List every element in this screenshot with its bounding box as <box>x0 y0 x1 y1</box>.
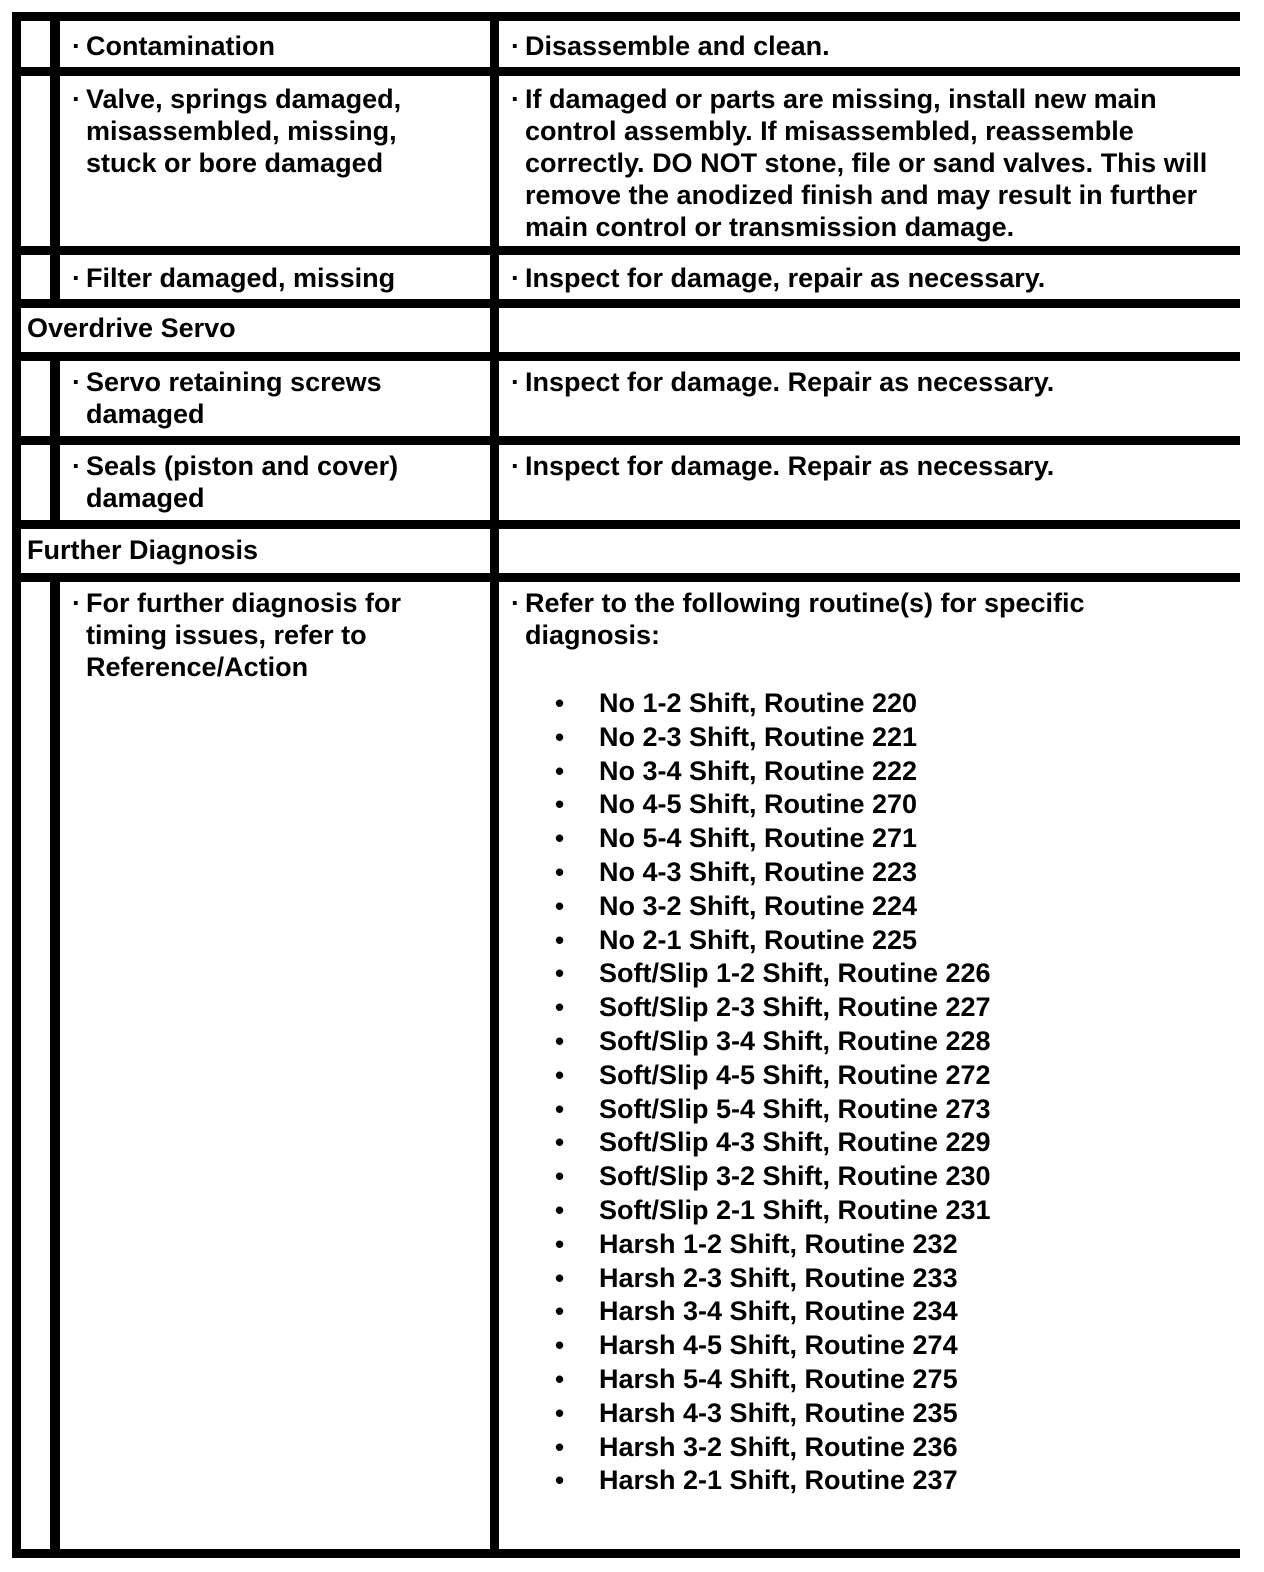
indent-stub <box>21 255 50 299</box>
cause-text: Valve, springs damaged, misassembled, missing, stuck or bore damaged <box>86 84 402 178</box>
dot-marker: · <box>72 451 81 481</box>
cause-text: Servo retaining screws damaged <box>86 367 382 429</box>
bullet-icon: • <box>555 789 565 820</box>
routine-text: Soft/Slip 4-3 Shift, Routine 229 <box>599 1127 991 1158</box>
bullet-icon: • <box>555 1025 565 1056</box>
routine-list-item <box>511 1228 1230 1262</box>
routine-list-item <box>511 755 1230 789</box>
dot-marker: · <box>511 31 520 61</box>
bullet-icon: • <box>555 958 565 989</box>
bullet-icon: • <box>555 1194 565 1225</box>
action-intro-text: Refer to the following routine(s) for specific diagnosis: <box>525 588 1085 650</box>
dot-marker: · <box>511 451 520 481</box>
routine-text: No 3-4 Shift, Routine 222 <box>599 755 918 786</box>
diagnosis-table <box>12 12 1240 1558</box>
bullet-icon: • <box>555 1262 565 1293</box>
routine-list-item <box>511 1025 1230 1059</box>
dot-marker: · <box>511 367 520 397</box>
routine-text: No 2-3 Shift, Routine 221 <box>599 721 918 752</box>
routine-text: Harsh 5-4 Shift, Routine 275 <box>599 1363 958 1394</box>
indent-stub <box>21 582 50 1549</box>
cause-cell <box>60 582 490 1549</box>
cause-cell <box>60 21 490 67</box>
routine-text: Harsh 3-2 Shift, Routine 236 <box>599 1431 958 1462</box>
routine-text: No 3-2 Shift, Routine 224 <box>599 890 918 921</box>
routine-text: Soft/Slip 3-2 Shift, Routine 230 <box>599 1161 991 1192</box>
routine-text: Harsh 3-4 Shift, Routine 234 <box>599 1296 958 1327</box>
cause-cell <box>60 76 490 246</box>
routine-list-item <box>511 890 1230 924</box>
bullet-icon: • <box>555 1093 565 1124</box>
bullet-icon: • <box>555 856 565 887</box>
bullet-icon: • <box>555 721 565 752</box>
cause-text: Filter damaged, missing <box>86 263 396 293</box>
routine-text: Soft/Slip 3-4 Shift, Routine 228 <box>599 1025 991 1056</box>
bullet-icon: • <box>555 823 565 854</box>
cause-text: Seals (piston and cover) damaged <box>86 451 399 513</box>
routine-list-item <box>511 991 1230 1025</box>
indent-stub <box>21 21 50 67</box>
bullet-icon: • <box>555 1397 565 1428</box>
routine-list-item <box>511 856 1230 890</box>
dot-marker: · <box>72 31 81 61</box>
routine-text: Harsh 2-3 Shift, Routine 233 <box>599 1262 958 1293</box>
routine-list-item <box>511 1397 1230 1431</box>
dot-marker: · <box>72 588 81 618</box>
routine-list <box>511 687 1230 1498</box>
cause-text: Contamination <box>86 31 275 61</box>
action-text: Inspect for damage, repair as necessary. <box>525 263 1046 293</box>
routine-text: Soft/Slip 1-2 Shift, Routine 226 <box>599 958 991 989</box>
routine-text: No 4-5 Shift, Routine 270 <box>599 789 918 820</box>
action-cell <box>499 76 1240 246</box>
routine-list-item <box>511 788 1230 822</box>
bullet-icon: • <box>555 1059 565 1090</box>
routine-text: Harsh 1-2 Shift, Routine 232 <box>599 1228 958 1259</box>
bullet-icon: • <box>555 688 565 718</box>
routine-list-item <box>511 822 1230 856</box>
bullet-icon: • <box>555 1161 565 1192</box>
routine-text: Soft/Slip 4-5 Shift, Routine 272 <box>599 1059 991 1090</box>
bullet-icon: • <box>555 1363 565 1394</box>
bullet-icon: • <box>555 1431 565 1462</box>
routine-list-item <box>511 687 1230 721</box>
bullet-icon: • <box>555 1330 565 1361</box>
routine-list-item <box>511 1194 1230 1228</box>
routine-text: Soft/Slip 2-1 Shift, Routine 231 <box>599 1194 991 1225</box>
section-heading-empty-cell <box>499 308 1240 352</box>
routine-text: Harsh 4-5 Shift, Routine 274 <box>599 1330 958 1361</box>
section-heading-text: Further Diagnosis <box>27 535 259 565</box>
dot-marker: · <box>511 84 520 114</box>
routine-list-item <box>511 721 1230 755</box>
routine-list-item <box>511 1160 1230 1194</box>
action-cell <box>499 255 1240 299</box>
action-cell <box>499 361 1240 436</box>
bullet-icon: • <box>555 755 565 786</box>
action-text: Disassemble and clean. <box>525 31 830 61</box>
bullet-icon: • <box>555 1127 565 1158</box>
routine-list-item <box>511 1295 1230 1329</box>
dot-marker: · <box>511 588 520 618</box>
section-heading-overdrive-servo <box>21 308 490 352</box>
action-text: Inspect for damage. Repair as necessary. <box>525 451 1055 481</box>
action-text: If damaged or parts are missing, install new main control assembly. If misassembled, reassemble correctly. DO NOT stone, file or sand valves. This will remove the anodized finish and may result in further main control or transmission damage. <box>525 84 1208 242</box>
bullet-icon: • <box>555 992 565 1023</box>
routine-text: Harsh 2-1 Shift, Routine 237 <box>599 1465 958 1496</box>
action-cell <box>499 21 1240 67</box>
section-heading-further-diagnosis <box>21 529 490 573</box>
indent-stub <box>21 76 50 246</box>
routine-list-item <box>511 1093 1230 1127</box>
cause-cell <box>60 445 490 520</box>
cause-cell <box>60 255 490 299</box>
routine-list-item <box>511 1363 1230 1397</box>
routine-text: No 5-4 Shift, Routine 271 <box>599 823 918 854</box>
indent-stub <box>21 445 50 520</box>
routine-list-item <box>511 924 1230 958</box>
routine-list-item <box>511 1059 1230 1093</box>
routine-text: No 1-2 Shift, Routine 220 <box>599 688 918 718</box>
cause-text: For further diagnosis for timing issues, refer to Reference/Action <box>86 588 402 682</box>
bullet-icon: • <box>555 1228 565 1259</box>
bullet-icon: • <box>555 924 565 955</box>
routine-list-item <box>511 1329 1230 1363</box>
action-cell <box>499 445 1240 520</box>
routine-text: No 2-1 Shift, Routine 225 <box>599 924 918 955</box>
routine-text: Soft/Slip 5-4 Shift, Routine 273 <box>599 1093 991 1124</box>
routine-list-item <box>511 957 1230 991</box>
routine-text: Harsh 4-3 Shift, Routine 235 <box>599 1397 958 1428</box>
bullet-icon: • <box>555 1465 565 1496</box>
routine-list-item <box>511 1464 1230 1498</box>
indent-stub <box>21 361 50 436</box>
routine-list-item <box>511 1431 1230 1465</box>
action-text: Inspect for damage. Repair as necessary. <box>525 367 1055 397</box>
routine-text: No 4-3 Shift, Routine 223 <box>599 856 918 887</box>
bullet-icon: • <box>555 890 565 921</box>
action-cell <box>499 582 1240 1549</box>
bullet-icon: • <box>555 1296 565 1327</box>
dot-marker: · <box>72 367 81 397</box>
dot-marker: · <box>511 263 520 293</box>
dot-marker: · <box>72 84 81 114</box>
routine-text: Soft/Slip 2-3 Shift, Routine 227 <box>599 992 991 1023</box>
routine-list-item <box>511 1126 1230 1160</box>
dot-marker: · <box>72 263 81 293</box>
section-heading-empty-cell <box>499 529 1240 573</box>
cause-cell <box>60 361 490 436</box>
routine-list-item <box>511 1262 1230 1296</box>
section-heading-text: Overdrive Servo <box>27 313 236 343</box>
